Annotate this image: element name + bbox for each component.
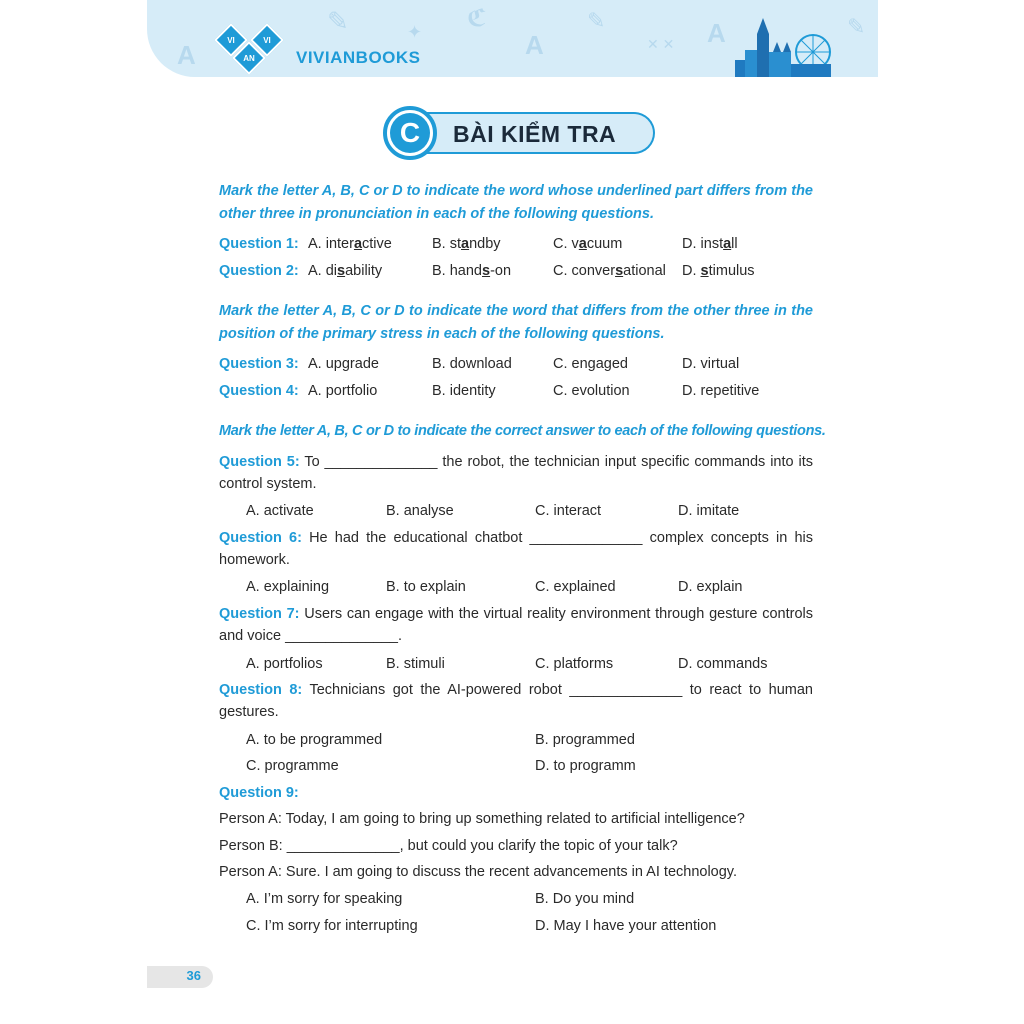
option-d[interactable]: D. commands: [678, 656, 768, 672]
dialogue-line: Person B: ______________, but could you clarify the topic of your talk?: [219, 838, 678, 854]
option-b[interactable]: B. Do you mind: [535, 891, 635, 907]
letter-doodle-icon: A: [525, 30, 544, 60]
option-c[interactable]: C. conversational: [553, 263, 666, 279]
option-d[interactable]: D. install: [682, 236, 738, 252]
question-6: [219, 527, 813, 571]
page-number-tab: [147, 966, 213, 988]
question-text: He had the educational chatbot ______________ complex concepts in his homework.: [219, 530, 813, 568]
option-a[interactable]: A. interactive: [308, 236, 392, 252]
question-1-label: [219, 233, 299, 255]
letter-doodle-icon: A: [707, 18, 726, 48]
dialogue-line: Person A: Today, I am going to bring up something related to artificial intelligence?: [219, 811, 745, 827]
brand-name: VIVIANBOOKS: [296, 48, 421, 67]
question-9-label: [219, 782, 299, 804]
star-doodle-icon: ✦: [407, 22, 423, 42]
clef-doodle-icon: ℭ: [467, 5, 487, 32]
logo-letter: VI: [227, 35, 235, 45]
logo-letter: AN: [243, 53, 255, 63]
question-5: [219, 451, 813, 495]
option-c[interactable]: C. explained: [535, 579, 616, 595]
option-d[interactable]: D. explain: [678, 579, 743, 595]
option-d[interactable]: D. virtual: [682, 356, 740, 372]
question-text: To ______________ the robot, the technician input specific commands into its control system.: [219, 454, 813, 492]
logo-letter: VI: [263, 35, 271, 45]
question-label: Question 6:: [219, 530, 302, 546]
option-b[interactable]: B. analyse: [386, 503, 454, 519]
question-label: Question 7:: [219, 606, 300, 622]
vivian-logo: [213, 24, 283, 76]
option-b[interactable]: B. stimuli: [386, 656, 445, 672]
option-c[interactable]: C. platforms: [535, 656, 614, 672]
option-d[interactable]: D. to programm: [535, 758, 636, 774]
question-label: Question 3:: [219, 356, 299, 372]
option-a[interactable]: A. I’m sorry for speaking: [246, 891, 403, 907]
section-title-text: BÀI KIỂM TRA: [453, 121, 617, 147]
pencil-doodle-icon: ✎: [327, 6, 349, 36]
option-a[interactable]: A. activate: [246, 503, 314, 519]
page-number: 36: [186, 968, 201, 983]
question-label: Question 2:: [219, 263, 299, 279]
instruction-correct-answer: Mark the letter A, B, C or D to indicate the correct answer to each of the following questions.: [219, 423, 826, 439]
page: [147, 0, 878, 1024]
question-label: Question 1:: [219, 236, 299, 252]
question-4-label: [219, 380, 299, 402]
option-c[interactable]: C. interact: [535, 503, 602, 519]
option-a[interactable]: A. explaining: [246, 579, 330, 595]
pencil-doodle-icon: ✎: [847, 14, 866, 39]
option-c[interactable]: C. evolution: [553, 383, 630, 399]
option-c[interactable]: C. engaged: [553, 356, 628, 372]
question-2-label: [219, 260, 299, 282]
question-label: Question 5:: [219, 454, 300, 470]
section-letter: C: [390, 113, 430, 153]
option-d[interactable]: D. imitate: [678, 503, 740, 519]
option-b[interactable]: B. standby: [432, 236, 501, 252]
dialogue-line: Person A: Sure. I am going to discuss the recent advancements in AI technology.: [219, 864, 737, 880]
cross-doodle-icon: ✕ ✕: [647, 36, 675, 52]
option-b[interactable]: B. hands-on: [432, 263, 512, 279]
question-label: Question 8:: [219, 682, 303, 698]
question-3-label: [219, 353, 299, 375]
option-c[interactable]: C. I’m sorry for interrupting: [246, 918, 418, 934]
london-skyline-icon: [733, 12, 833, 77]
section-title-bar: [405, 112, 655, 154]
option-a[interactable]: A. disability: [308, 263, 383, 279]
section-title: [383, 106, 663, 162]
question-text: Users can engage with the virtual reality environment through gesture controls and voice ______________.: [219, 606, 813, 644]
instruction-pronunciation: Mark the letter A, B, C or D to indicate the word whose underlined part differs from the other three in pronunciation in each of the following questions.: [219, 183, 813, 222]
option-d[interactable]: D. May I have your attention: [535, 918, 717, 934]
option-b[interactable]: B. identity: [432, 383, 496, 399]
option-a[interactable]: A. upgrade: [308, 356, 379, 372]
option-d[interactable]: D. repetitive: [682, 383, 760, 399]
option-c[interactable]: C. vacuum: [553, 236, 623, 252]
option-b[interactable]: B. download: [432, 356, 512, 372]
question-label: Question 4:: [219, 383, 299, 399]
pencil-doodle-icon: ✎: [587, 8, 606, 33]
question-text: Technicians got the AI-powered robot ______________ to react to human gestures.: [219, 682, 813, 720]
question-8: [219, 679, 813, 723]
page-header: [147, 0, 878, 77]
option-a[interactable]: A. portfolio: [308, 383, 378, 399]
option-b[interactable]: B. to explain: [386, 579, 466, 595]
option-a[interactable]: A. to be programmed: [246, 732, 383, 748]
option-d[interactable]: D. stimulus: [682, 263, 755, 279]
option-b[interactable]: B. programmed: [535, 732, 635, 748]
instruction-stress: Mark the letter A, B, C or D to indicate the word that differs from the other three in the position of the primary stress in each of the following questions.: [219, 303, 813, 342]
question-7: [219, 603, 813, 647]
option-a[interactable]: A. portfolios: [246, 656, 323, 672]
section-letter-badge: [383, 106, 437, 160]
option-c[interactable]: C. programme: [246, 758, 339, 774]
letter-doodle-icon: A: [177, 40, 196, 70]
question-label: Question 9:: [219, 785, 299, 801]
